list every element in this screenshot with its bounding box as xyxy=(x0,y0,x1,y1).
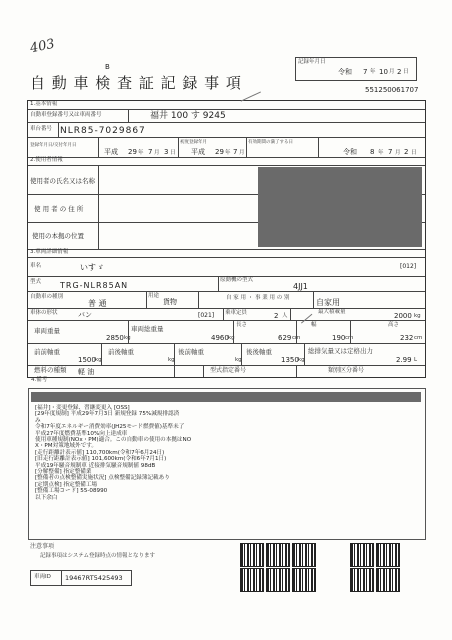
remarks-box xyxy=(28,377,426,540)
gross-weight-unit: kg xyxy=(228,335,235,341)
maker-label: 車名 xyxy=(30,263,42,269)
max-load-value: 2000 xyxy=(394,312,412,320)
remark-line: み xyxy=(35,417,41,424)
vehicle-weight-unit: kg xyxy=(124,335,131,341)
rear-front-axle-label: 後前軸重 xyxy=(178,348,204,356)
first-year-era: 平成 xyxy=(191,148,205,156)
remark-line: [定期点検] 指定整備工場 xyxy=(35,481,98,488)
registration-date-era: 平成 xyxy=(104,148,118,156)
handwritten-number: 403 xyxy=(28,36,57,57)
remark-line: [分解整備] 指定整備業 xyxy=(35,469,92,476)
kind-label: 自動車の種別 xyxy=(30,294,64,300)
expiry-month-unit: 月 xyxy=(395,150,401,156)
qr-code-icon xyxy=(350,568,374,592)
user-name-label: 使用者の氏名又は名称 xyxy=(30,177,95,185)
capacity-value: 2 xyxy=(274,312,279,320)
remark-line: 平成19年騒音規制車 近接排気騒音規制値 98dB xyxy=(35,462,156,469)
expiry-year-unit: 年 xyxy=(378,150,384,156)
remark-line: [福井]・変更登録、習継変更入 [OSS] xyxy=(35,405,130,411)
use-value: 貨物 xyxy=(163,298,177,306)
record-date-day-unit: 日 xyxy=(403,69,409,75)
rear-rear-axle-unit: kg xyxy=(298,357,305,363)
length-label: 長さ xyxy=(236,322,248,328)
class-number-label: 類別区分番号 xyxy=(328,367,365,374)
max-load-unit: kg xyxy=(414,313,421,319)
maker-code: [012] xyxy=(400,263,417,270)
record-form xyxy=(27,100,426,378)
capacity-label: 乗車定員 xyxy=(225,310,248,316)
remark-line: [29年度規制] 平成29年7月3日 新規登録 75%減規排認済 xyxy=(35,411,180,418)
vehicle-weight-value: 2850 xyxy=(106,334,124,342)
record-date-year-unit: 年 xyxy=(370,69,376,75)
vehicle-id-label: 車両ID xyxy=(34,574,51,580)
section-vehicle-details: 3.車両詳細情報 xyxy=(30,249,69,255)
vehicle-weight-label: 車両重量 xyxy=(34,327,60,335)
expiry-day-unit: 日 xyxy=(411,150,417,156)
registration-label: 自動車登録番号又は車両番号 xyxy=(30,112,102,118)
rear-front-axle-unit: kg xyxy=(235,357,242,363)
fuel-value: 軽 油 xyxy=(78,368,95,376)
qr-code-icon xyxy=(376,568,400,592)
remark-line: 以下余白 xyxy=(35,494,58,501)
remark-line: [走行距離計表示値] 110,700km(令和7年6月24日) xyxy=(35,449,165,456)
user-base-label: 使用の本拠の位置 xyxy=(32,232,84,240)
qr-code-icon xyxy=(266,543,290,567)
section-basic-info: 1.基本情報 xyxy=(30,101,58,107)
height-value: 232 xyxy=(400,334,414,342)
front-front-axle-label: 前前軸重 xyxy=(34,348,60,356)
title-letter: B xyxy=(105,63,110,71)
body-shape-code: [021] xyxy=(198,312,215,319)
first-year-month: 7 xyxy=(233,148,238,156)
engine-label: 原動機の型式 xyxy=(220,277,254,283)
width-label: 幅 xyxy=(311,322,317,328)
redacted-user-info xyxy=(258,167,422,247)
remark-line: [整備者の点検整備実施状況] 点検整備記録簿記載あり xyxy=(35,475,170,482)
registration-number: 福井 100 す 9245 xyxy=(150,111,226,121)
notice-title: 注意事項 xyxy=(30,543,55,550)
expiry-era: 令和 xyxy=(343,148,357,156)
qr-code-icon xyxy=(240,543,264,567)
height-label: 高さ xyxy=(388,322,400,328)
width-value: 190 xyxy=(332,334,346,342)
chassis-label: 車台番号 xyxy=(30,126,53,132)
document-id: 551250061707 xyxy=(365,86,419,94)
rear-rear-axle-label: 後後軸重 xyxy=(246,348,272,356)
remark-line: 使用車種規制(NOx・PM)適合。この自動車の使用の本拠はNO xyxy=(35,437,192,444)
displacement-value: 2.99 xyxy=(396,356,412,364)
use-label: 用途 xyxy=(148,293,160,299)
redacted-remarks-header xyxy=(31,392,421,402)
vehicle-id-box xyxy=(30,570,132,586)
model-label: 型式 xyxy=(30,279,42,285)
width-unit: cm xyxy=(345,335,354,341)
chassis-number: NLR85-7029867 xyxy=(60,126,146,136)
qr-code-icon xyxy=(292,568,316,592)
engine-value: 4JJ1 xyxy=(293,282,308,291)
remarks-list xyxy=(35,405,191,501)
displacement-unit: L xyxy=(414,357,418,363)
record-date-era: 令和 xyxy=(338,68,352,76)
first-year-year: 29 xyxy=(215,148,224,156)
gross-weight-value: 4960 xyxy=(211,334,229,342)
front-rear-axle-label: 前後軸重 xyxy=(108,348,134,356)
gross-weight-label: 車両総重量 xyxy=(131,325,164,333)
expiry-label: 有効期間の満了する日 xyxy=(248,140,293,145)
body-shape-value: バン xyxy=(78,311,92,319)
length-unit: cm xyxy=(292,335,301,341)
qr-code-icon xyxy=(292,543,316,567)
section-user-info: 2.使用者情報 xyxy=(30,157,63,163)
registration-date-year-unit: 年 xyxy=(138,150,144,156)
first-year-year-unit: 年 xyxy=(225,150,231,156)
remark-line: 平成27年度燃費基準10%向上達成車 xyxy=(35,430,128,437)
maker-name: いすゞ xyxy=(80,263,104,272)
height-unit: cm xyxy=(414,335,423,341)
front-front-axle-unit: kg xyxy=(95,357,102,363)
kind-value: 普 通 xyxy=(88,299,107,308)
record-date-month: 10 xyxy=(379,68,388,76)
model-value: TRG-NLR85AN xyxy=(60,281,129,290)
remark-line: [整備工場コード] 55-08990 xyxy=(35,488,108,495)
qr-code-icon xyxy=(376,543,400,567)
rear-rear-axle-value: 1350 xyxy=(281,356,299,364)
private-business-label: 自 家 用 ・ 事 業 用 の 別 xyxy=(226,295,290,301)
remark-line: 令和7年度エネルギー消費効率(JH25モード燃費値)基準未了 xyxy=(35,424,185,431)
vehicle-id-value: 19467RT5425493 xyxy=(65,574,123,582)
record-date-year: 7 xyxy=(363,68,368,76)
record-date-label: 記録年月日 xyxy=(298,59,326,65)
record-date-day: 2 xyxy=(397,68,402,76)
length-value: 629 xyxy=(278,334,292,342)
type-designation-label: 型式指定番号 xyxy=(210,367,247,374)
first-year-month-unit: 月 xyxy=(239,150,245,156)
expiry-month: 7 xyxy=(388,148,393,156)
private-business-value: 自家用 xyxy=(316,298,340,307)
max-load-label: 最大積載量 xyxy=(318,309,346,315)
front-front-axle-value: 1500 xyxy=(78,356,96,364)
record-date-box xyxy=(295,57,417,81)
qr-code-icon xyxy=(350,543,374,567)
capacity-unit: 人 xyxy=(282,313,288,319)
front-rear-axle-unit: kg xyxy=(168,357,175,363)
first-year-label: 初度登録年月 xyxy=(180,140,207,145)
registration-date-month: 7 xyxy=(148,148,153,156)
remark-line: [旧走行距離計表示値] 101,600km(令和6年7月1日) xyxy=(35,456,167,463)
document-title: 自 動 車 検 査 証 記 録 事 項 xyxy=(30,74,242,92)
user-address-label: 使 用 者 の 住 所 xyxy=(34,205,84,213)
remark-line: X・PM対策地域外です。 xyxy=(35,443,97,450)
expiry-day: 2 xyxy=(404,148,409,156)
fuel-label: 燃料の種類 xyxy=(34,366,67,374)
registration-date-day-unit: 日 xyxy=(170,150,176,156)
section-remarks: 4.備考 xyxy=(31,377,48,383)
body-shape-label: 車体の形状 xyxy=(30,310,58,316)
registration-date-month-unit: 月 xyxy=(154,150,160,156)
qr-code-icon xyxy=(240,568,264,592)
expiry-year: 8 xyxy=(370,148,375,156)
registration-date-day: 3 xyxy=(164,148,169,156)
qr-code-icon xyxy=(266,568,290,592)
notice-text: 記録事項はシステム登録時点の情報となります xyxy=(40,553,155,559)
displacement-label: 総排気量又は定格出力 xyxy=(308,347,373,355)
record-date-month-unit: 月 xyxy=(389,69,395,75)
first-registration-label: 登録年月日/交付年月日 xyxy=(30,143,77,148)
registration-date-year: 29 xyxy=(128,148,137,156)
